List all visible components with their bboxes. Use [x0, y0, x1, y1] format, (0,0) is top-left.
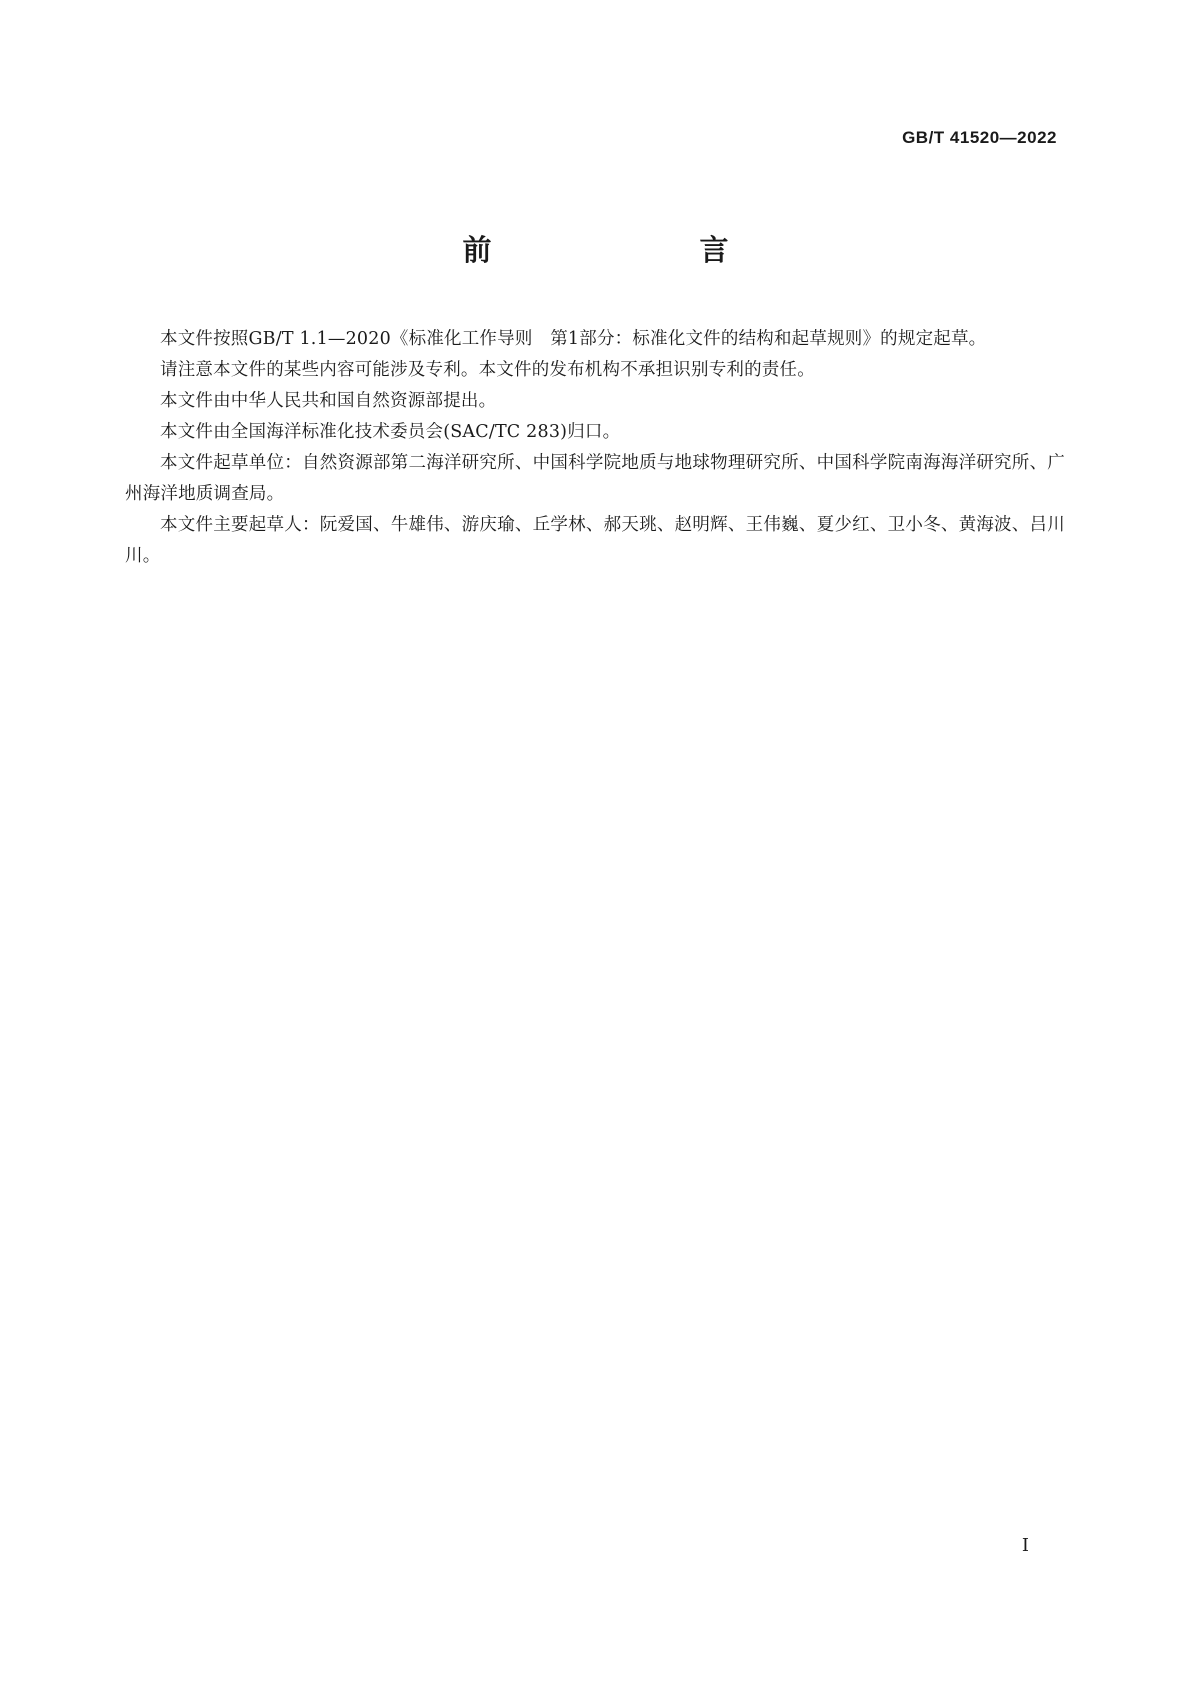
paragraph-drafting-rules: 本文件按照GB/T 1.1—2020《标准化工作导则 第1部分：标准化文件的结构和起草规则》的规定起草。: [160, 329, 987, 349]
foreword-body: [125, 324, 1065, 572]
paragraph-technical-committee: 本文件由全国海洋标准化技术委员会(SAC/TC 283)归口。: [160, 422, 621, 442]
paragraph-drafters: 本文件主要起草人：阮爱国、牛雄伟、游庆瑜、丘学林、郝天珧、赵明辉、王伟巍、夏少红、卫小冬、黄海波、吕川川。: [125, 515, 1065, 566]
paragraph-drafting-organizations: 本文件起草单位：自然资源部第二海洋研究所、中国科学院地质与地球物理研究所、中国科学院南海海洋研究所、广州海洋地质调查局。: [125, 453, 1065, 504]
standard-number: GB/T 41520—2022: [902, 128, 1057, 147]
page-title: 前 言: [462, 233, 779, 267]
page-number: I: [1021, 1535, 1029, 1556]
paragraph-patent-notice: 请注意本文件的某些内容可能涉及专利。本文件的发布机构不承担识别专利的责任。: [160, 360, 815, 380]
paragraph-proposer: 本文件由中华人民共和国自然资源部提出。: [160, 391, 497, 411]
